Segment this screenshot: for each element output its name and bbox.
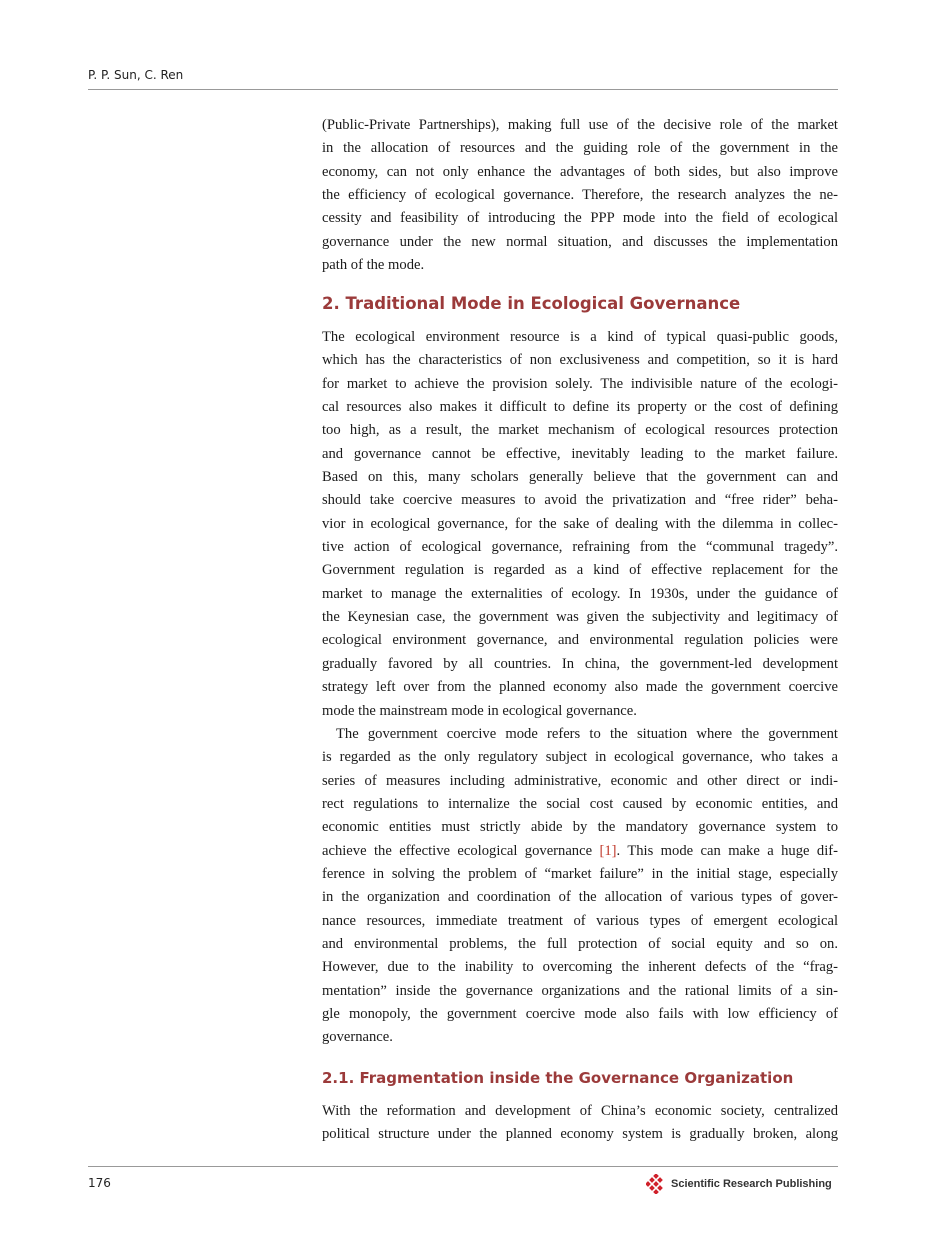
text-line: and environmental problems, the full protection of social equity and so on.: [322, 936, 838, 953]
text-line: Based on this, many scholars generally believe that the government can and: [322, 469, 838, 486]
text-line: and governance cannot be effective, inevitably leading to the market failure.: [322, 445, 838, 462]
paragraph-1: [322, 114, 838, 277]
text-line: rect regulations to internalize the social cost caused by economic entities, and: [322, 796, 838, 813]
citation-link[interactable]: [1]: [599, 842, 617, 859]
text-line: However, due to the inability to overcoming the inherent defects of the “frag-: [322, 959, 838, 976]
text-line: ecological environment governance, and environmental regulation policies were: [322, 632, 838, 649]
text-line: is regarded as the only regulatory subject in ecological governance, who takes a: [322, 749, 838, 766]
text-line: The ecological environment resource is a kind of typical quasi-public goods,: [322, 329, 838, 345]
text-line: in the organization and coordination of the allocation of various types of gover-: [322, 889, 838, 906]
paragraph-4: [322, 1100, 838, 1147]
section-heading: 2. Traditional Mode in Ecological Governance: [322, 294, 741, 313]
publisher-logo: Scientific Research Publishing: [646, 1174, 832, 1194]
paragraph-3: [322, 723, 838, 1050]
text-line: political structure under the planned economy system is gradually broken, along: [322, 1126, 838, 1143]
text-line: mode the mainstream mode in ecological governance.: [322, 702, 637, 719]
text-line: governance under the new normal situation, and discusses the implementation: [322, 233, 838, 250]
text-line: series of measures including administrative, economic and other direct or indi-: [322, 772, 838, 789]
text-line: too high, as a result, the market mechanism of ecological resources protection: [322, 422, 838, 439]
text-line: path of the mode.: [322, 257, 425, 274]
text-line: ference in solving the problem of “market failure” in the initial stage, especially: [322, 866, 838, 883]
publisher-logo-icon: [646, 1174, 666, 1194]
text-line: the Keynesian case, the government was given the subjectivity and legitimacy of: [322, 609, 838, 626]
text-line: vior in ecological governance, for the sake of dealing with the dilemma in collec-: [322, 515, 838, 532]
text-line: gle monopoly, the government coercive mode also fails with low efficiency of: [322, 1006, 838, 1023]
paragraph-2: [322, 326, 838, 723]
page-number: 176: [88, 1176, 111, 1190]
text-line: for market to achieve the provision solely. The indivisible nature of the ecologi-: [322, 375, 838, 392]
text-line: nance resources, immediate treatment of various types of emergent ecological: [322, 912, 838, 929]
text-line: which has the characteristics of non exclusiveness and competition, so it is hard: [322, 352, 838, 369]
text-line: gradually favored by all countries. In china, the government-led development: [322, 655, 838, 672]
footer-rule: [88, 1166, 838, 1167]
text-line: With the reformation and development of China’s economic society, centralized: [322, 1103, 838, 1119]
text-line: The government coercive mode refers to the situation where the government: [336, 726, 838, 742]
text-line: should take coercive measures to avoid the privatization and “free rider” beha-: [322, 492, 838, 509]
text-line: cessity and feasibility of introducing the PPP mode into the field of ecological: [322, 210, 838, 227]
text-line: economy, can not only enhance the advantages of both sides, but also improve: [322, 163, 838, 180]
text-line: strategy left over from the planned economy also made the government coercive: [322, 679, 838, 696]
text-line: mentation” inside the governance organizations and the rational limits of a sin-: [322, 982, 838, 999]
text-line: the efficiency of ecological governance. Therefore, the research analyzes the ne-: [322, 187, 838, 204]
text-line: economic entities must strictly abide by the mandatory governance system to: [322, 819, 838, 836]
text-line: (Public-Private Partnerships), making full use of the decisive role of the market: [322, 117, 838, 133]
text-line: in the allocation of resources and the guiding role of the government in the: [322, 140, 838, 157]
text-line: achieve the effective ecological governance [1]. This mode can make a huge dif-: [322, 842, 838, 859]
text-line: cal resources also makes it difficult to define its property or the cost of defining: [322, 399, 838, 416]
subsection-heading: 2.1. Fragmentation inside the Governance Organization: [322, 1069, 794, 1087]
text-line: market to manage the externalities of ecology. In 1930s, under the guidance of: [322, 585, 838, 602]
text-line: tive action of ecological governance, refraining from the “communal tragedy”.: [322, 539, 838, 556]
text-line: Government regulation is regarded as a kind of effective replacement for the: [322, 562, 838, 579]
running-header: P. P. Sun, C. Ren: [88, 68, 184, 82]
header-rule: [88, 89, 838, 90]
text-line: governance.: [322, 1029, 393, 1046]
